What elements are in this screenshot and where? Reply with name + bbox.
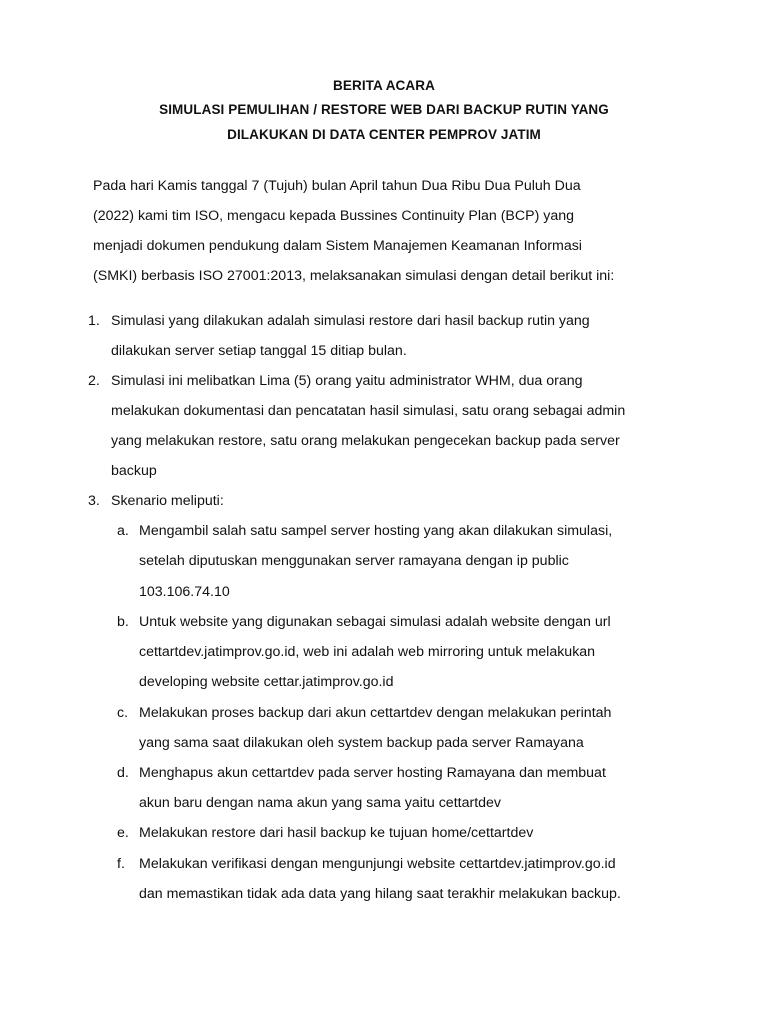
list-marker: 3. bbox=[88, 493, 100, 509]
intro-line: (2022) kami tim ISO, mengacu kepada Bussines Continuity Plan (BCP) yang bbox=[93, 208, 575, 224]
sublist-item-line: Melakukan proses backup dari akun cettartdev dengan melakukan perintah bbox=[139, 705, 612, 721]
document-subtitle-line-1: SIMULASI PEMULIHAN / RESTORE WEB DARI BACKUP RUTIN YANG bbox=[159, 102, 609, 117]
sublist-marker: a. bbox=[117, 523, 129, 539]
sublist-marker: f. bbox=[117, 856, 125, 872]
sublist-item-line: dan memastikan tidak ada data yang hilang saat terakhir melakukan backup. bbox=[139, 886, 621, 902]
sublist-item-line: akun baru dengan nama akun yang sama yaitu cettartdev bbox=[139, 795, 502, 811]
sublist-item-line: Menghapus akun cettartdev pada server hosting Ramayana dan membuat bbox=[139, 765, 606, 781]
sublist-marker: e. bbox=[117, 825, 129, 841]
intro-line: (SMKI) berbasis ISO 27001:2013, melaksanakan simulasi dengan detail berikut ini: bbox=[93, 268, 615, 284]
sublist-item-line: cettartdev.jatimprov.go.id, web ini adalah web mirroring untuk melakukan bbox=[139, 644, 596, 660]
sublist-item-line: setelah diputuskan menggunakan server ramayana dengan ip public bbox=[139, 553, 569, 569]
list-item-line: dilakukan server setiap tanggal 15 ditiap bulan. bbox=[111, 343, 407, 359]
sublist-item-line: yang sama saat dilakukan oleh system backup pada server Ramayana bbox=[139, 735, 584, 751]
list-marker: 1. bbox=[88, 313, 100, 329]
document-title: BERITA ACARA bbox=[333, 78, 435, 93]
sublist-marker: d. bbox=[117, 765, 129, 781]
document-subtitle-line-2: DILAKUKAN DI DATA CENTER PEMPROV JATIM bbox=[227, 127, 541, 142]
sublist-marker: b. bbox=[117, 614, 129, 630]
list-item-line: backup bbox=[111, 463, 157, 479]
sublist-item-line: developing website cettar.jatimprov.go.id bbox=[139, 674, 394, 690]
sublist-marker: c. bbox=[117, 705, 129, 721]
intro-line: menjadi dokumen pendukung dalam Sistem Manajemen Keamanan Informasi bbox=[93, 238, 582, 254]
list-marker: 2. bbox=[88, 373, 100, 389]
sublist-item-line: Mengambil salah satu sampel server hosting yang akan dilakukan simulasi, bbox=[139, 523, 613, 539]
sublist-item-line: Untuk website yang digunakan sebagai simulasi adalah website dengan url bbox=[139, 614, 611, 630]
list-item-line: Simulasi yang dilakukan adalah simulasi restore dari hasil backup rutin yang bbox=[111, 313, 590, 329]
sublist-item-line: 103.106.74.10 bbox=[139, 584, 230, 600]
intro-line: Pada hari Kamis tanggal 7 (Tujuh) bulan April tahun Dua Ribu Dua Puluh Dua bbox=[93, 178, 581, 194]
list-item-line: Skenario meliputi: bbox=[111, 493, 224, 509]
list-item-line: Simulasi ini melibatkan Lima (5) orang yaitu administrator WHM, dua orang bbox=[111, 373, 583, 389]
list-item-line: melakukan dokumentasi dan pencatatan hasil simulasi, satu orang sebagai admin bbox=[111, 403, 626, 419]
list-item-line: yang melakukan restore, satu orang melakukan pengecekan backup pada server bbox=[111, 433, 620, 449]
sublist-item-line: Melakukan restore dari hasil backup ke tujuan home/cettartdev bbox=[139, 825, 534, 841]
sublist-item-line: Melakukan verifikasi dengan mengunjungi website cettartdev.jatimprov.go.id bbox=[139, 856, 616, 872]
